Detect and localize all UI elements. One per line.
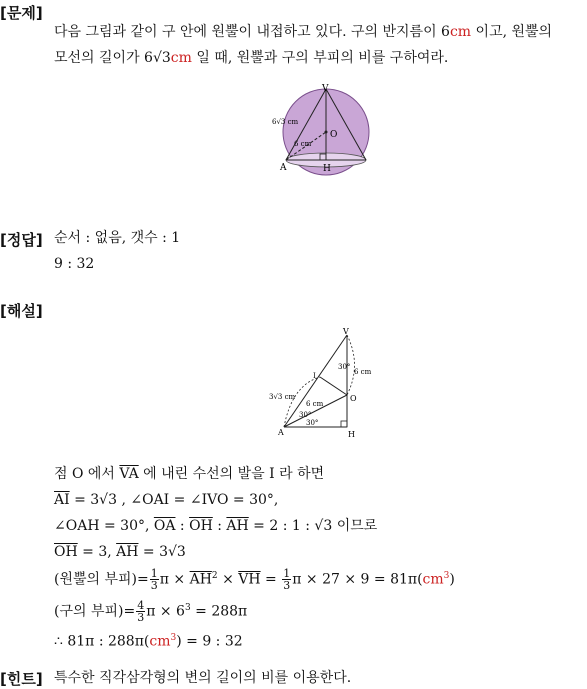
formula-part: π × 27 × 9 = 81π( — [292, 571, 423, 588]
formula-part: ∴ 81π : 288π( — [54, 633, 150, 650]
problem-text: 모선의 길이가 6√3 — [54, 50, 171, 66]
explanation-line-5 — [54, 566, 455, 591]
center-dot — [325, 131, 328, 134]
fraction-numerator: 1 — [283, 567, 291, 581]
fraction-four-thirds — [136, 600, 145, 623]
fraction-numerator: 1 — [150, 567, 158, 581]
label-a: A — [278, 428, 284, 437]
explanation-line-3: ∠OAH = 30°, $\overline{OA}$ : $\overline{OH}$ : $\overline{AH} = 2$ : 1 : √3 이므로 — [54, 518, 378, 534]
label-angle-a1: 30° — [299, 411, 312, 419]
unit-cm: cm — [449, 24, 472, 40]
label-vo: 6 cm — [354, 368, 372, 376]
hint-text: 특수한 직각삼각형의 변의 길이의 비를 이용한다. — [54, 670, 352, 686]
exponent: 2 — [211, 571, 218, 581]
explanation-line-1: 점 O 에서 $\overline{VA}$ 에 내린 수선의 발을 I 라 하면 — [54, 466, 325, 482]
label-v: V — [322, 84, 329, 94]
label-h: H — [348, 430, 355, 439]
unit-cm: cm — [149, 633, 171, 650]
label-radius: 6 cm — [294, 140, 312, 148]
sphere-volume-label: (구의 부피)= — [54, 603, 136, 620]
label-h: H — [323, 164, 331, 174]
label-o: O — [330, 130, 338, 140]
fraction-one-third — [282, 568, 291, 591]
figure-triangle-diagram — [262, 325, 382, 443]
exponent: 3 — [443, 571, 450, 581]
formula-part: ) — [449, 571, 455, 588]
formula-part: ) = 9 : 32 — [176, 633, 243, 650]
section-answer-title: [정답] — [0, 231, 43, 249]
fraction-denominator: 3 — [150, 579, 158, 593]
explanation-line-7 — [54, 628, 243, 652]
unit-cm: cm — [422, 571, 444, 588]
figure-sphere-cone — [260, 82, 380, 182]
formula-part: = 288π — [190, 603, 248, 620]
label-angle-v: 30° — [338, 363, 351, 371]
label-o: O — [350, 394, 357, 403]
answer-line-2: 9 : 32 — [54, 256, 95, 272]
exponent: 3 — [170, 633, 177, 643]
section-hint-title: [힌트] — [0, 670, 43, 688]
formula-part: × $\overline{VH}$ = — [217, 571, 282, 588]
explanation-line-6 — [54, 598, 247, 623]
edge-va — [284, 335, 347, 427]
label-i: I — [313, 372, 316, 380]
fraction-denominator: 3 — [137, 611, 145, 625]
label-v: V — [343, 327, 349, 336]
label-slant: 6√3 cm — [272, 118, 299, 126]
fraction-denominator: 3 — [283, 579, 291, 593]
problem-line-2 — [54, 48, 448, 68]
section-problem-title: [문제] — [0, 4, 43, 22]
label-angle-a2: 30° — [306, 419, 319, 427]
exponent: 3 — [184, 603, 191, 613]
unit-cm: cm — [170, 50, 192, 66]
problem-text: 다음 그림과 같이 구 안에 원뿔이 내접하고 있다. 구의 반지름이 6 — [54, 24, 450, 40]
right-angle-mark — [341, 421, 347, 427]
formula-part: $\pi \times \overline{AH}$ — [159, 571, 212, 588]
label-oa: 6 cm — [306, 400, 324, 408]
explanation-line-2: $\overline{AI} = 3√3$ , ∠OAI = ∠IVO = 30°, — [54, 492, 279, 508]
problem-line-1 — [54, 22, 552, 42]
fraction-numerator: 4 — [137, 599, 145, 613]
fraction-one-third — [150, 568, 159, 591]
formula-part: π × 6 — [146, 603, 185, 620]
answer-line-1: 순서 : 없음, 갯수 : 1 — [54, 230, 181, 246]
cone-volume-label: (원뿔의 부피)= — [54, 571, 149, 588]
label-slant: 3√3 cm — [269, 393, 296, 401]
problem-text: 이고, 원뿔의 — [471, 24, 553, 40]
segment-oi — [320, 377, 347, 395]
explanation-line-4: $\overline{OH} = 3$, $\overline{AH} = 3√3$ — [54, 544, 186, 560]
section-explanation-title: [해설] — [0, 302, 43, 320]
problem-text: 일 때, 원뿔과 구의 부피의 비를 구하여라. — [191, 50, 449, 66]
label-a: A — [280, 163, 287, 173]
